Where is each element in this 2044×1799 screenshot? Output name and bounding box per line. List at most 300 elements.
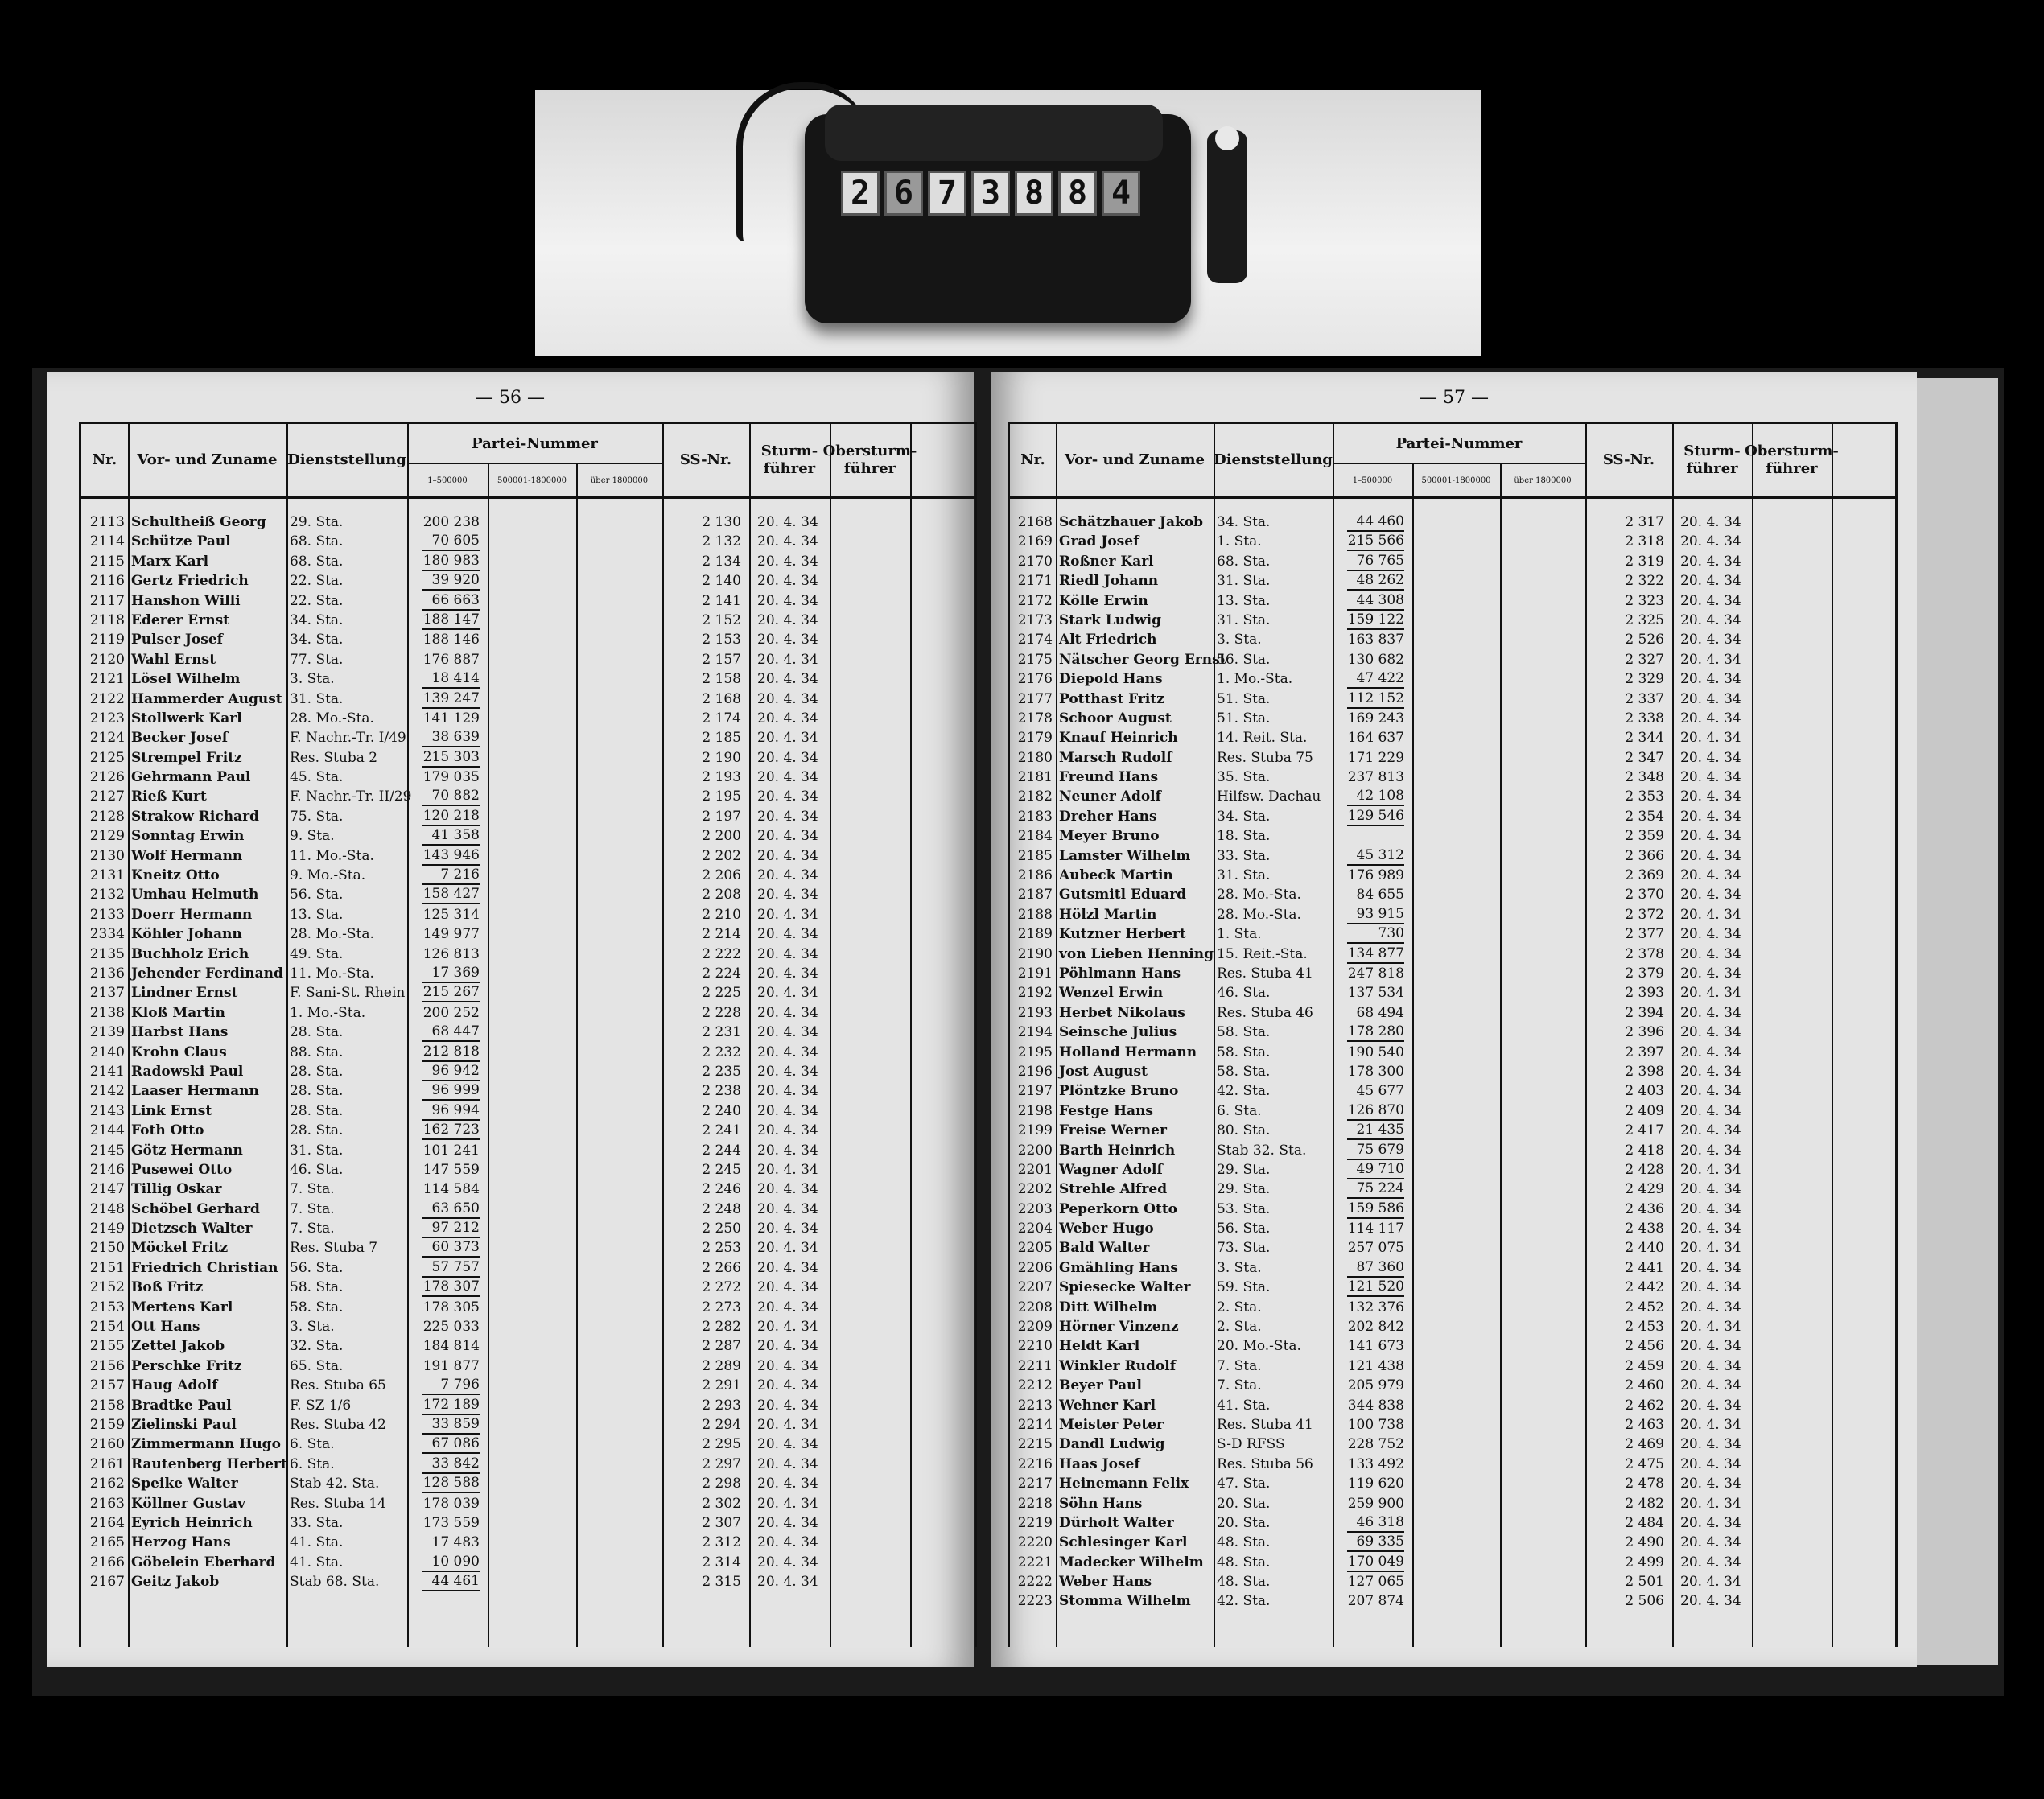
row-name: Spiesecke Walter (1059, 1279, 1191, 1296)
row-number: 2222 (1017, 1574, 1053, 1591)
row-dienststellung: Res. Stuba 56 (1217, 1455, 1313, 1472)
row-sturmfuehrer-date: 20. 4. 34 (1680, 690, 1741, 707)
row-name: Zettel Jakob (131, 1338, 225, 1355)
row-partei-nummer: 97 212 (422, 1219, 480, 1238)
row-sturmfuehrer-date: 20. 4. 34 (1680, 1221, 1741, 1237)
row-ss-nr: 2 369 (1625, 867, 1664, 884)
row-number: 2205 (1017, 1240, 1053, 1257)
row-ss-nr: 2 396 (1625, 1024, 1664, 1041)
row-number: 2163 (89, 1495, 125, 1512)
row-name: Gmähling Hans (1059, 1259, 1178, 1276)
row-dienststellung: 14. Reit. Sta. (1217, 730, 1308, 747)
row-ss-nr: 2 319 (1625, 553, 1664, 570)
table-row (81, 1572, 975, 1591)
row-number: 2211 (1017, 1357, 1053, 1374)
row-sturmfuehrer-date: 20. 4. 34 (757, 1514, 818, 1531)
table-row (81, 787, 975, 806)
row-number: 2146 (89, 1161, 125, 1178)
row-sturmfuehrer-date: 20. 4. 34 (757, 1319, 818, 1336)
row-number: 2206 (1017, 1259, 1053, 1276)
row-dienststellung: 3. Sta. (290, 671, 335, 688)
row-partei-nummer: 119 620 (1347, 1476, 1404, 1492)
row-ss-nr: 2 141 (702, 592, 741, 609)
row-ss-nr: 2 231 (702, 1024, 741, 1041)
row-dienststellung: 13. Sta. (1217, 592, 1271, 609)
row-partei-nummer: 172 189 (422, 1396, 480, 1415)
row-number: 2170 (1017, 553, 1053, 570)
row-partei-nummer: 159 122 (1347, 611, 1404, 630)
register-table (79, 422, 977, 1647)
row-sturmfuehrer-date: 20. 4. 34 (1680, 1063, 1741, 1080)
row-dienststellung: 31. Sta. (290, 1142, 344, 1159)
row-number: 2169 (1017, 533, 1053, 550)
row-dienststellung: 28. Sta. (290, 1122, 344, 1139)
row-name: Bradtke Paul (131, 1397, 232, 1414)
row-partei-nummer: 128 588 (422, 1474, 480, 1493)
row-dienststellung: 88. Sta. (290, 1044, 344, 1060)
row-ss-nr: 2 140 (702, 573, 741, 590)
row-partei-nummer: 149 977 (422, 926, 480, 943)
row-number: 2214 (1017, 1416, 1053, 1433)
row-ss-nr: 2 436 (1625, 1200, 1664, 1217)
row-partei-nummer: 46 318 (1347, 1513, 1404, 1533)
row-number: 2135 (89, 945, 125, 962)
row-sturmfuehrer-date: 20. 4. 34 (757, 1083, 818, 1100)
row-partei-nummer: 344 838 (1347, 1397, 1404, 1414)
row-dienststellung: 28. Sta. (290, 1083, 344, 1100)
row-ss-nr: 2 282 (702, 1319, 741, 1336)
row-number: 2176 (1017, 671, 1053, 688)
row-ss-nr: 2 398 (1625, 1063, 1664, 1080)
row-dienststellung: 56. Sta. (1217, 1221, 1271, 1237)
table-row (81, 1317, 975, 1336)
row-ss-nr: 2 266 (702, 1259, 741, 1276)
table-row (1010, 807, 1895, 826)
table-row (81, 1376, 975, 1395)
table-row (81, 1533, 975, 1552)
table-row (1010, 1043, 1895, 1062)
row-dienststellung: Res. Stuba 46 (1217, 1004, 1313, 1021)
row-partei-nummer: 127 065 (1347, 1574, 1404, 1591)
row-sturmfuehrer-date: 20. 4. 34 (757, 573, 818, 590)
row-name: Söhn Hans (1059, 1495, 1143, 1512)
row-dienststellung: Res. Stuba 7 (290, 1240, 378, 1257)
table-row (1010, 1533, 1895, 1552)
row-dienststellung: 3. Sta. (1217, 1259, 1262, 1276)
row-number: 2124 (89, 730, 125, 747)
row-number: 2208 (1017, 1299, 1053, 1315)
row-dienststellung: 68. Sta. (290, 533, 344, 550)
row-number: 2215 (1017, 1436, 1053, 1453)
row-number: 2200 (1017, 1142, 1053, 1159)
row-name: Heinemann Felix (1059, 1476, 1189, 1492)
row-name: Doerr Hermann (131, 906, 253, 923)
row-partei-nummer: 38 639 (422, 728, 480, 747)
row-sturmfuehrer-date: 20. 4. 34 (1680, 1397, 1741, 1414)
row-ss-nr: 2 210 (702, 906, 741, 923)
row-name: Schöbel Gerhard (131, 1200, 260, 1217)
row-sturmfuehrer-date: 20. 4. 34 (757, 1574, 818, 1591)
counter-top (825, 105, 1163, 161)
row-ss-nr: 2 318 (1625, 533, 1664, 550)
row-partei-nummer: 176 989 (1347, 867, 1404, 884)
row-number: 2217 (1017, 1476, 1053, 1492)
row-name: Schultheiß Georg (131, 514, 266, 530)
row-name: Kutzner Herbert (1059, 926, 1186, 943)
header-nr: Nr. (92, 451, 117, 468)
table-row (81, 1553, 975, 1572)
row-name: Göbelein Eberhard (131, 1554, 276, 1571)
row-dienststellung: 3. Sta. (1217, 632, 1262, 648)
row-number: 2130 (89, 847, 125, 864)
row-number: 2131 (89, 867, 125, 884)
row-partei-nummer: 126 813 (422, 945, 480, 962)
row-partei-nummer: 120 218 (422, 807, 480, 826)
row-sturmfuehrer-date: 20. 4. 34 (757, 1299, 818, 1315)
row-sturmfuehrer-date: 20. 4. 34 (757, 945, 818, 962)
row-number: 2113 (89, 514, 125, 530)
table-row (1010, 983, 1895, 1002)
table-row (1010, 1336, 1895, 1356)
row-sturmfuehrer-date: 20. 4. 34 (1680, 867, 1741, 884)
header-nr: Nr. (1020, 451, 1045, 468)
row-ss-nr: 2 291 (702, 1377, 741, 1394)
table-row (1010, 846, 1895, 866)
table-header (1010, 424, 1895, 499)
header-partei-range: 1–500000 (1352, 475, 1393, 485)
row-ss-nr: 2 322 (1625, 573, 1664, 590)
row-partei-nummer: 730 (1347, 924, 1404, 944)
row-sturmfuehrer-date: 20. 4. 34 (757, 514, 818, 530)
row-partei-nummer: 49 710 (1347, 1160, 1404, 1179)
row-partei-nummer: 133 492 (1347, 1455, 1404, 1472)
row-partei-nummer: 171 229 (1347, 749, 1404, 766)
row-ss-nr: 2 222 (702, 945, 741, 962)
row-partei-nummer: 247 818 (1347, 965, 1404, 982)
row-partei-nummer: 184 814 (422, 1338, 480, 1355)
row-partei-nummer: 178 307 (422, 1278, 480, 1297)
row-number: 2126 (89, 769, 125, 786)
row-dienststellung: 7. Sta. (1217, 1377, 1262, 1394)
table-row (1010, 924, 1895, 944)
row-ss-nr: 2 460 (1625, 1377, 1664, 1394)
row-number: 2219 (1017, 1514, 1053, 1531)
row-name: Rieß Kurt (131, 788, 207, 805)
table-row (1010, 513, 1895, 532)
row-name: Haas Josef (1059, 1455, 1140, 1472)
row-dienststellung: Stab 32. Sta. (1217, 1142, 1307, 1159)
row-name: Lamster Wilhelm (1059, 847, 1191, 864)
row-dienststellung: 58. Sta. (290, 1279, 344, 1296)
row-sturmfuehrer-date: 20. 4. 34 (757, 985, 818, 1002)
header-partei-range: 500001-1800000 (1421, 475, 1491, 485)
row-partei-nummer: 47 422 (1347, 669, 1404, 689)
row-name: Festge Hans (1059, 1102, 1154, 1119)
counter-photo (535, 90, 1481, 356)
row-partei-nummer: 121 438 (1347, 1357, 1404, 1374)
table-row (1010, 1121, 1895, 1140)
counter-digit: 8 (1015, 171, 1053, 216)
row-dienststellung: F. Nachr.-Tr. II/29 (290, 788, 412, 805)
row-ss-nr: 2 459 (1625, 1357, 1664, 1374)
row-sturmfuehrer-date: 20. 4. 34 (1680, 769, 1741, 786)
row-partei-nummer: 190 540 (1347, 1044, 1404, 1060)
table-row (81, 924, 975, 944)
row-number: 2198 (1017, 1102, 1053, 1119)
row-number: 2212 (1017, 1377, 1053, 1394)
row-dienststellung: 45. Sta. (290, 769, 344, 786)
row-number: 2144 (89, 1122, 125, 1139)
register-table (1008, 422, 1898, 1647)
row-name: Roßner Karl (1059, 553, 1154, 570)
row-dienststellung: 41. Sta. (290, 1534, 344, 1551)
row-name: Stark Ludwig (1059, 611, 1161, 628)
header-dienst: Dienststellung (287, 451, 406, 468)
row-sturmfuehrer-date: 20. 4. 34 (757, 788, 818, 805)
row-ss-nr: 2 248 (702, 1200, 741, 1217)
row-partei-nummer: 169 243 (1347, 710, 1404, 727)
row-sturmfuehrer-date: 20. 4. 34 (757, 906, 818, 923)
table-row (1010, 945, 1895, 964)
row-name: Hanshon Willi (131, 592, 241, 609)
row-ss-nr: 2 297 (702, 1455, 741, 1472)
row-partei-nummer: 237 813 (1347, 769, 1404, 786)
table-row (81, 1336, 975, 1356)
row-name: Holland Hermann (1059, 1044, 1197, 1060)
row-number: 2127 (89, 788, 125, 805)
row-ss-nr: 2 323 (1625, 592, 1664, 609)
row-ss-nr: 2 153 (702, 632, 741, 648)
row-dienststellung: Res. Stuba 42 (290, 1416, 386, 1433)
row-partei-nummer: 178 300 (1347, 1063, 1404, 1080)
row-sturmfuehrer-date: 20. 4. 34 (757, 671, 818, 688)
row-partei-nummer: 70 605 (422, 532, 480, 551)
row-sturmfuehrer-date: 20. 4. 34 (1680, 985, 1741, 1002)
row-sturmfuehrer-date: 20. 4. 34 (1680, 1102, 1741, 1119)
row-partei-nummer: 126 870 (1347, 1101, 1404, 1121)
row-sturmfuehrer-date: 20. 4. 34 (757, 1161, 818, 1178)
row-number: 2174 (1017, 632, 1053, 648)
row-sturmfuehrer-date: 20. 4. 34 (1680, 1122, 1741, 1139)
table-row (1010, 748, 1895, 768)
row-number: 2133 (89, 906, 125, 923)
row-partei-nummer: 7 796 (422, 1376, 480, 1395)
row-partei-nummer: 129 546 (1347, 807, 1404, 826)
row-name: Tillig Oskar (131, 1181, 222, 1198)
row-dienststellung: 58. Sta. (1217, 1063, 1271, 1080)
row-partei-nummer: 125 314 (422, 906, 480, 923)
row-partei-nummer: 163 837 (1347, 632, 1404, 648)
row-partei-nummer: 21 435 (1347, 1121, 1404, 1140)
row-ss-nr: 2 312 (702, 1534, 741, 1551)
row-sturmfuehrer-date: 20. 4. 34 (757, 1181, 818, 1198)
row-ss-nr: 2 475 (1625, 1455, 1664, 1472)
row-partei-nummer: 205 979 (1347, 1377, 1404, 1394)
row-dienststellung: Res. Stuba 2 (290, 749, 378, 766)
row-number: 2116 (89, 573, 125, 590)
row-dienststellung: 42. Sta. (1217, 1593, 1271, 1610)
row-sturmfuehrer-date: 20. 4. 34 (1680, 1514, 1741, 1531)
row-partei-nummer: 176 887 (422, 651, 480, 668)
row-ss-nr: 2 440 (1625, 1240, 1664, 1257)
row-name: Kneitz Otto (131, 867, 220, 884)
row-number: 2188 (1017, 906, 1053, 923)
row-sturmfuehrer-date: 20. 4. 34 (757, 867, 818, 884)
row-name: Ott Hans (131, 1319, 200, 1336)
row-name: Speike Walter (131, 1476, 238, 1492)
row-dienststellung: 32. Sta. (290, 1338, 344, 1355)
row-name: Heldt Karl (1059, 1338, 1140, 1355)
row-dienststellung: 58. Sta. (1217, 1044, 1271, 1060)
row-partei-nummer: 188 147 (422, 611, 480, 630)
row-sturmfuehrer-date: 20. 4. 34 (757, 1279, 818, 1296)
table-row (81, 1396, 975, 1415)
header-ss-nr: SS-Nr. (679, 451, 732, 468)
row-number: 2160 (89, 1436, 125, 1453)
row-dienststellung: 9. Mo.-Sta. (290, 867, 366, 884)
table-row (81, 1200, 975, 1219)
row-number: 2123 (89, 710, 125, 727)
table-header (81, 424, 975, 499)
row-ss-nr: 2 307 (702, 1514, 741, 1531)
row-partei-nummer: 101 241 (422, 1142, 480, 1159)
row-dienststellung: 58. Sta. (290, 1299, 344, 1315)
row-sturmfuehrer-date: 20. 4. 34 (1680, 533, 1741, 550)
row-sturmfuehrer-date: 20. 4. 34 (757, 1455, 818, 1472)
row-name: Bald Walter (1059, 1240, 1150, 1257)
row-number: 2190 (1017, 945, 1053, 962)
row-partei-nummer: 141 673 (1347, 1338, 1404, 1355)
row-partei-nummer: 225 033 (422, 1319, 480, 1336)
row-ss-nr: 2 314 (702, 1554, 741, 1571)
row-number: 2148 (89, 1200, 125, 1217)
row-sturmfuehrer-date: 20. 4. 34 (1680, 1554, 1741, 1571)
row-name: Hörner Vinzenz (1059, 1319, 1179, 1336)
table-row (81, 1179, 975, 1199)
row-number: 2202 (1017, 1181, 1053, 1198)
row-name: Meyer Bruno (1059, 828, 1160, 845)
row-number: 2136 (89, 965, 125, 982)
row-partei-nummer: 84 655 (1356, 887, 1404, 904)
row-name: Potthast Fritz (1059, 690, 1164, 707)
table-body (1010, 513, 1895, 1612)
row-sturmfuehrer-date: 20. 4. 34 (1680, 1299, 1741, 1315)
row-partei-nummer: 147 559 (422, 1161, 480, 1178)
row-number: 2204 (1017, 1221, 1053, 1237)
row-sturmfuehrer-date: 20. 4. 34 (757, 553, 818, 570)
row-sturmfuehrer-date: 20. 4. 34 (1680, 611, 1741, 628)
row-partei-nummer: 96 942 (422, 1062, 480, 1081)
row-name: Köllner Gustav (131, 1495, 245, 1512)
row-partei-nummer: 96 999 (422, 1081, 480, 1101)
table-row (1010, 1081, 1895, 1101)
table-row (1010, 1258, 1895, 1278)
row-name: Boß Fritz (131, 1279, 204, 1296)
row-name: Pusewei Otto (131, 1161, 233, 1178)
table-row (1010, 1356, 1895, 1376)
row-sturmfuehrer-date: 20. 4. 34 (1680, 926, 1741, 943)
counter-digit: 2 (841, 171, 880, 216)
row-name: Eyrich Heinrich (131, 1514, 253, 1531)
row-sturmfuehrer-date: 20. 4. 34 (1680, 945, 1741, 962)
row-dienststellung: 20. Sta. (1217, 1514, 1271, 1531)
row-dienststellung: 48. Sta. (1217, 1554, 1271, 1571)
row-dienststellung: 34. Sta. (1217, 808, 1271, 825)
row-dienststellung: 31. Sta. (290, 690, 344, 707)
table-row (1010, 1376, 1895, 1395)
row-name: Nätscher Georg Ernst (1059, 651, 1226, 668)
row-partei-nummer: 178 280 (1347, 1023, 1404, 1042)
row-partei-nummer: 200 252 (422, 1004, 480, 1021)
row-number: 2192 (1017, 985, 1053, 1002)
row-sturmfuehrer-date: 20. 4. 34 (757, 926, 818, 943)
row-ss-nr: 2 235 (702, 1063, 741, 1080)
row-name: Pöhlmann Hans (1059, 965, 1181, 982)
row-partei-nummer: 68 447 (422, 1023, 480, 1042)
row-dienststellung: 22. Sta. (290, 573, 344, 590)
row-name: Madecker Wilhelm (1059, 1554, 1204, 1571)
row-ss-nr: 2 228 (702, 1004, 741, 1021)
row-sturmfuehrer-date: 20. 4. 34 (757, 1397, 818, 1414)
row-number: 2150 (89, 1240, 125, 1257)
table-row (1010, 690, 1895, 709)
table-row (1010, 1141, 1895, 1160)
row-ss-nr: 2 325 (1625, 611, 1664, 628)
row-sturmfuehrer-date: 20. 4. 34 (757, 1044, 818, 1060)
row-ss-nr: 2 354 (1625, 808, 1664, 825)
row-name: Laaser Hermann (131, 1083, 259, 1100)
row-name: Peperkorn Otto (1059, 1200, 1178, 1217)
table-row (81, 885, 975, 904)
row-dienststellung: 7. Sta. (1217, 1357, 1262, 1374)
row-ss-nr: 2 202 (702, 847, 741, 864)
row-dienststellung: 34. Sta. (1217, 514, 1271, 530)
row-ss-nr: 2 195 (702, 788, 741, 805)
row-number: 2165 (89, 1534, 125, 1551)
right-page (991, 372, 1917, 1667)
row-name: Hölzl Martin (1059, 906, 1157, 923)
row-number: 2223 (1017, 1593, 1053, 1610)
row-name: Wolf Hermann (131, 847, 243, 864)
table-row (81, 591, 975, 611)
row-sturmfuehrer-date: 20. 4. 34 (1680, 553, 1741, 570)
table-row (81, 983, 975, 1002)
row-name: Foth Otto (131, 1122, 204, 1139)
table-row (81, 513, 975, 532)
row-number: 2175 (1017, 651, 1053, 668)
table-row (81, 1081, 975, 1101)
row-name: Wahl Ernst (131, 651, 216, 668)
row-sturmfuehrer-date: 20. 4. 34 (1680, 592, 1741, 609)
row-partei-nummer: 33 859 (422, 1415, 480, 1435)
row-number: 2117 (89, 592, 125, 609)
row-ss-nr: 2 289 (702, 1357, 741, 1374)
row-sturmfuehrer-date: 20. 4. 34 (757, 1357, 818, 1374)
row-partei-nummer: 164 637 (1347, 730, 1404, 747)
row-ss-nr: 2 359 (1625, 828, 1664, 845)
row-name: Wenzel Erwin (1059, 985, 1164, 1002)
row-sturmfuehrer-date: 20. 4. 34 (757, 1436, 818, 1453)
row-ss-nr: 2 134 (702, 553, 741, 570)
row-sturmfuehrer-date: 20. 4. 34 (757, 1004, 818, 1021)
row-number: 2195 (1017, 1044, 1053, 1060)
row-ss-nr: 2 452 (1625, 1299, 1664, 1315)
row-ss-nr: 2 377 (1625, 926, 1664, 943)
row-name: Jost August (1059, 1063, 1148, 1080)
row-number: 2220 (1017, 1534, 1053, 1551)
table-row (1010, 532, 1895, 551)
row-ss-nr: 2 253 (702, 1240, 741, 1257)
